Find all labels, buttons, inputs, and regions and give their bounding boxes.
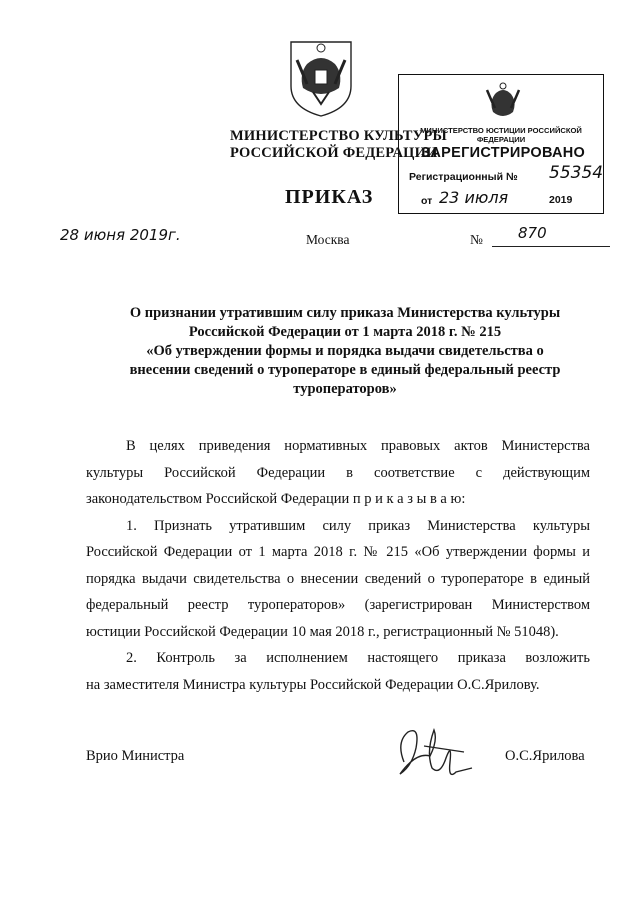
ministry-line-2: РОССИЙСКОЙ ФЕДЕРАЦИИ — [230, 145, 438, 161]
registration-stamp — [398, 74, 604, 214]
stamp-date-label: от — [421, 195, 433, 207]
city-label: Москва — [306, 232, 350, 247]
signatory-position: Врио Министра — [86, 748, 185, 764]
body-p3-line2: на заместителя Министра культуры Российской Федерации О.С.Ярилову. — [86, 676, 540, 693]
body-p2-line2: Российской Федерации от 1 марта 2018 г. № 215 «Об утверждении формы и — [86, 544, 590, 560]
title-line-1: О признании утратившим силу приказа Министерства культуры — [129, 305, 561, 321]
title-line-4: внесении сведений о туроператоре в единый федеральный реестр — [129, 362, 561, 378]
title-line-5: туроператоров» — [293, 381, 397, 397]
body-p2-line5: юстиции Российской Федерации 10 мая 2018 г., регистрационный № 51048). — [86, 623, 559, 640]
stamp-registered: ЗАРЕГИСТРИРОВАНО — [421, 145, 586, 161]
body-p1-line2: культуры Российской Федерации в соответствие с действующим — [86, 464, 590, 481]
stamp-emblem-icon — [483, 80, 523, 124]
body-p1-line3: законодательством Российской Федерации п р и к а з ы в а ю: — [86, 491, 466, 507]
document-body — [86, 433, 590, 698]
body-p1-line1: В целях приведения нормативных правовых актов Министерства — [126, 438, 590, 454]
handwritten-date: 28 июня 2019г. — [60, 226, 181, 244]
handwritten-signature — [386, 722, 476, 790]
title-line-3: «Об утверждении формы и порядка выдачи свидетельства о — [146, 343, 544, 359]
stamp-ministry-line: МИНИСТЕРСТВО ЮСТИЦИИ РОССИЙСКОЙ ФЕДЕРАЦИИ — [420, 126, 582, 144]
order-number-label: № — [470, 232, 483, 247]
ministry-line-1: МИНИСТЕРСТВО КУЛЬТУРЫ — [230, 128, 447, 144]
handwritten-order-number: 870 — [518, 224, 547, 242]
document-type-heading: ПРИКАЗ — [285, 186, 374, 208]
stamp-year: 2019 — [549, 194, 573, 206]
stamp-reg-number: 55354 — [549, 163, 604, 183]
order-number-underline — [492, 246, 610, 247]
body-p2-line4: федеральный реестр туроператоров» (зарегистрирован Министерством — [86, 597, 590, 613]
coat-of-arms-emblem — [283, 34, 359, 118]
title-line-2: Российской Федерации от 1 марта 2018 г. № 215 — [188, 324, 502, 340]
body-p2-line1: 1. Признать утратившим силу приказ Министерства культуры — [126, 517, 590, 534]
stamp-reg-number-label: Регистрационный № — [409, 171, 518, 183]
signatory-name: О.С.Ярилова — [505, 748, 585, 764]
body-p3-line1: 2. Контроль за исполнением настоящего приказа возложить — [126, 650, 590, 666]
body-p2-line3: порядка выдачи свидетельства о внесении сведений о туроператоре в единый — [86, 570, 590, 587]
document-title — [100, 304, 590, 399]
stamp-date: 23 июля — [439, 188, 509, 207]
